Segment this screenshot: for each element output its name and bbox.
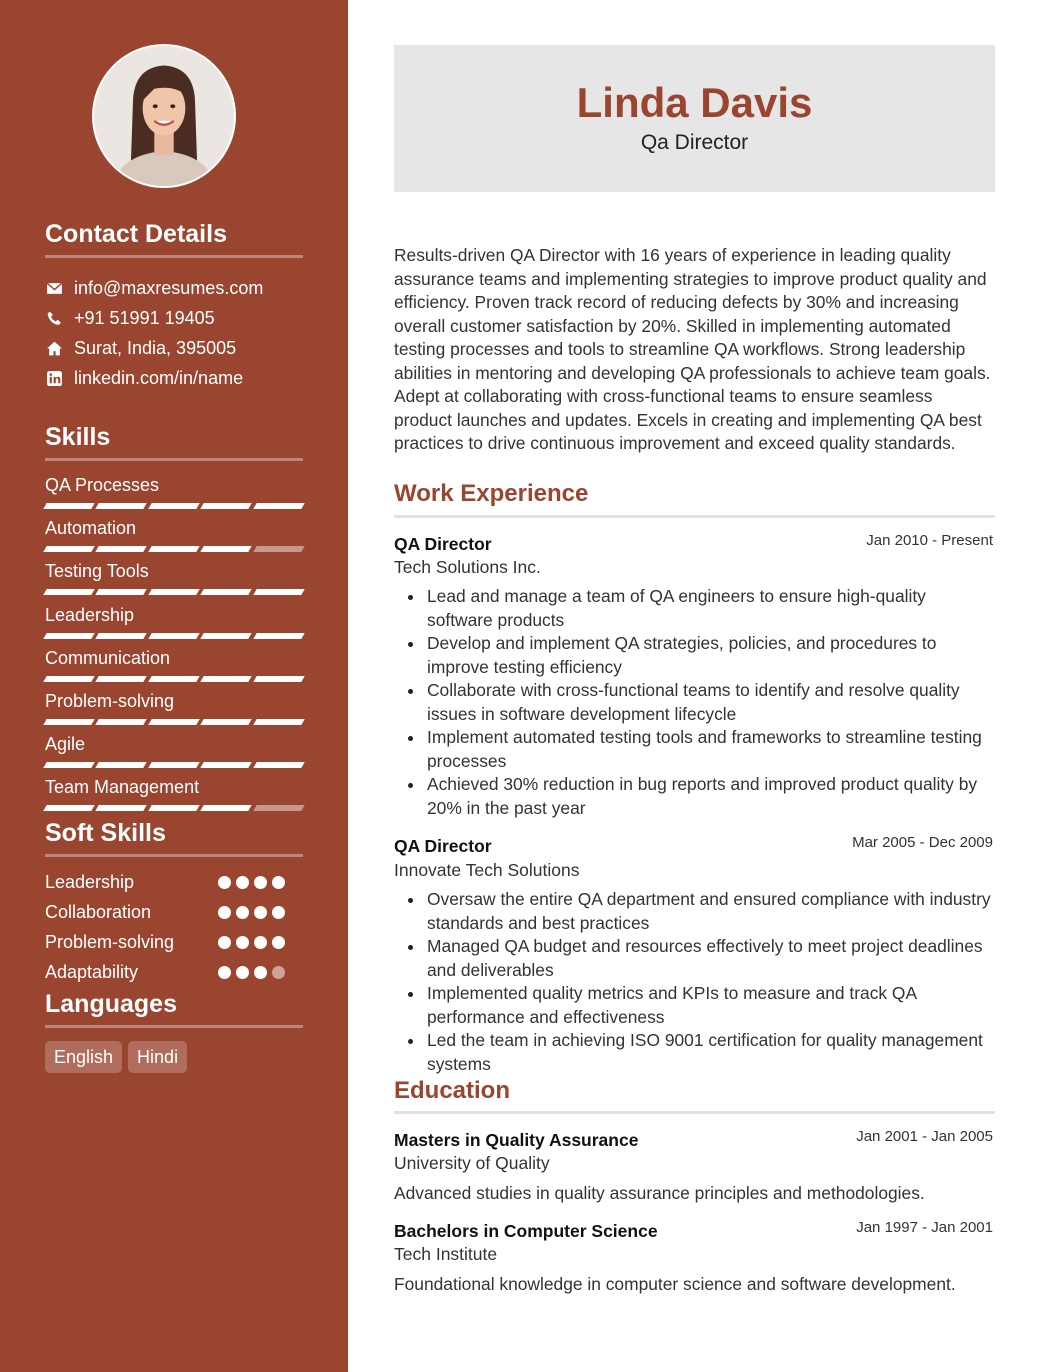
- job-date: Mar 2005 - Dec 2009: [852, 834, 993, 851]
- skill-level-segment: [43, 762, 95, 768]
- skill-level-segment: [200, 676, 252, 682]
- skills-title: Skills: [45, 423, 111, 451]
- skill-level-segment: [96, 546, 148, 552]
- skill-level-segment: [96, 805, 148, 811]
- skill-level-bar: [45, 805, 303, 811]
- skill-item: [45, 474, 303, 509]
- skill-level-segment: [253, 546, 305, 552]
- soft-skills-divider: [45, 854, 303, 857]
- skill-name: Agile: [45, 734, 86, 755]
- rating-dot: [254, 876, 267, 889]
- skill-level-segment: [43, 633, 95, 639]
- language-tag: English: [45, 1041, 122, 1073]
- job-bullet: Implemented quality metrics and KPIs to measure and track QA performance and effectiveness: [394, 982, 995, 1029]
- contact-email-text: info@maxresumes.com: [74, 277, 264, 298]
- skill-level-segment: [200, 719, 252, 725]
- skill-level-segment: [96, 719, 148, 725]
- job-bullet: Collaborate with cross-functional teams to identify and resolve quality issues in software development lifecycle: [394, 679, 995, 726]
- rating-dot: [272, 936, 285, 949]
- skill-level-bar: [45, 762, 303, 768]
- soft-skill-rating: [218, 876, 285, 889]
- job-date: Jan 2010 - Present: [866, 532, 993, 549]
- degree-date: Jan 2001 - Jan 2005: [856, 1128, 993, 1145]
- skill-level-segment: [96, 762, 148, 768]
- soft-skill-item: [45, 931, 285, 955]
- degree-description: Advanced studies in quality assurance principles and methodologies.: [394, 1183, 925, 1203]
- skill-level-segment: [253, 589, 305, 595]
- language-tag: Hindi: [128, 1041, 187, 1073]
- skill-level-segment: [96, 503, 148, 509]
- skill-level-segment: [200, 503, 252, 509]
- job-bullet: Oversaw the entire QA department and ensured compliance with industry standards and best practices: [394, 888, 995, 935]
- job-bullet: Implement automated testing tools and frameworks to streamline testing processes: [394, 726, 995, 773]
- skill-level-segment: [200, 805, 252, 811]
- skill-name: Communication: [45, 647, 171, 668]
- rating-dot: [272, 876, 285, 889]
- skill-level-segment: [148, 633, 200, 639]
- home-icon: [45, 339, 63, 357]
- skill-level-segment: [253, 805, 305, 811]
- skill-name: Automation: [45, 518, 137, 539]
- skill-name: Problem-solving: [45, 691, 175, 711]
- skill-level-segment: [200, 762, 252, 768]
- languages-divider: [45, 1025, 303, 1028]
- rating-dot: [272, 906, 285, 919]
- school-name: University of Quality: [394, 1153, 550, 1173]
- rating-dot: [218, 906, 231, 919]
- skill-level-bar: [45, 719, 303, 725]
- candidate-name: Linda Davis: [576, 79, 813, 126]
- contact-address: [45, 336, 236, 360]
- skill-name: QA Processes: [45, 475, 160, 495]
- experience-title: Work Experience: [394, 480, 589, 507]
- job-bullet: Achieved 30% reduction in bug reports and improved product quality by 20% in the past year: [394, 773, 995, 820]
- job-bullets: [394, 585, 995, 820]
- linkedin-icon: [45, 369, 63, 387]
- degree-title: Bachelors in Computer Science: [394, 1221, 658, 1241]
- soft-skill-item: [45, 900, 285, 924]
- skill-item: [45, 733, 303, 768]
- contact-title: Contact Details: [45, 220, 227, 248]
- contact-address-text: Surat, India, 395005: [74, 337, 237, 358]
- rating-dot: [254, 936, 267, 949]
- skill-level-segment: [253, 503, 305, 509]
- contact-email[interactable]: [45, 276, 263, 300]
- job-company: Tech Solutions Inc.: [394, 557, 541, 577]
- resume-header: [394, 45, 995, 192]
- skills-divider: [45, 458, 303, 461]
- contact-linkedin[interactable]: [45, 366, 243, 390]
- contact-phone[interactable]: [45, 306, 215, 330]
- soft-skill-name: Collaboration: [45, 901, 152, 922]
- languages-list: [45, 1041, 187, 1073]
- skill-level-segment: [43, 546, 95, 552]
- job-bullet: Managed QA budget and resources effectively to meet project deadlines and deliverables: [394, 935, 995, 982]
- job-company: Innovate Tech Solutions: [394, 860, 580, 880]
- summary-text: Results-driven QA Director with 16 years of experience in leading quality assurance teams and implementing strategies to improve product quality and efficiency. Proven track record of reducing defects by 30% and increasing overall customer satisfaction by 20%. Skilled in implementing automated testing processes and tools to streamline QA workflows. Strong leadership abilities in mentoring and developing QA professionals to achieve team goals. Adept at collaborating with cross-functional teams to ensure seamless product launches and updates. Excels in creating and implementing QA best practices to drive continuous improvement and exceed quality standards.: [394, 245, 991, 453]
- skill-level-segment: [253, 719, 305, 725]
- contact-phone-text: +91 51991 19405: [74, 307, 215, 328]
- soft-skill-rating: [218, 906, 285, 919]
- soft-skill-name: Leadership: [45, 871, 135, 892]
- rating-dot: [236, 876, 249, 889]
- candidate-role: Qa Director: [640, 131, 749, 154]
- rating-dot: [218, 966, 231, 979]
- soft-skill-item: [45, 961, 285, 985]
- soft-skill-name: Problem-solving: [45, 932, 175, 953]
- degree-title: Masters in Quality Assurance: [394, 1130, 639, 1150]
- rating-dot: [272, 966, 285, 979]
- skill-level-segment: [148, 762, 200, 768]
- skill-name: Leadership: [45, 604, 135, 625]
- education-divider: [394, 1111, 995, 1114]
- profile-photo: [94, 46, 234, 186]
- soft-skill-rating: [218, 966, 285, 979]
- skill-level-segment: [253, 676, 305, 682]
- job-bullets: [394, 888, 995, 1076]
- rating-dot: [254, 966, 267, 979]
- skill-item: [45, 690, 303, 725]
- skill-level-segment: [148, 805, 200, 811]
- job-bullet: Led the team in achieving ISO 9001 certification for quality management systems: [394, 1029, 995, 1076]
- skill-level-segment: [43, 589, 95, 595]
- skill-level-segment: [200, 633, 252, 639]
- job-bullet: Develop and implement QA strategies, policies, and procedures to improve testing efficiency: [394, 632, 995, 679]
- skill-level-segment: [200, 546, 252, 552]
- job-bullet: Lead and manage a team of QA engineers to ensure high-quality software products: [394, 585, 995, 632]
- soft-skill-name: Adaptability: [45, 962, 139, 983]
- skill-item: [45, 604, 303, 639]
- skill-item: [45, 776, 303, 811]
- skill-item: [45, 560, 303, 595]
- skill-item: [45, 517, 303, 552]
- rating-dot: [218, 936, 231, 949]
- envelope-icon: [45, 279, 63, 297]
- skill-level-bar: [45, 503, 303, 509]
- skill-name: Team Management: [45, 777, 200, 798]
- experience-divider: [394, 515, 995, 518]
- skill-level-segment: [43, 805, 95, 811]
- soft-skills-title: Soft Skills: [45, 819, 166, 847]
- skill-level-bar: [45, 676, 303, 682]
- skill-level-segment: [43, 719, 95, 725]
- skill-level-segment: [253, 762, 305, 768]
- skill-level-segment: [43, 676, 95, 682]
- skill-level-bar: [45, 546, 303, 552]
- rating-dot: [236, 936, 249, 949]
- degree-date: Jan 1997 - Jan 2001: [856, 1219, 993, 1236]
- skill-level-segment: [96, 676, 148, 682]
- skill-level-segment: [200, 589, 252, 595]
- phone-icon: [45, 309, 63, 327]
- skill-level-segment: [148, 589, 200, 595]
- avatar: [92, 44, 236, 188]
- skill-level-segment: [96, 633, 148, 639]
- skill-level-segment: [96, 589, 148, 595]
- skill-level-segment: [148, 719, 200, 725]
- rating-dot: [236, 966, 249, 979]
- skill-level-bar: [45, 589, 303, 595]
- soft-skill-rating: [218, 936, 285, 949]
- skill-level-segment: [148, 503, 200, 509]
- contact-linkedin-text: linkedin.com/in/name: [74, 367, 244, 388]
- sidebar: [0, 0, 348, 1372]
- skill-name: Testing Tools: [45, 561, 149, 582]
- job-title: QA Director: [394, 836, 492, 856]
- soft-skill-item: [45, 870, 285, 894]
- education-title: Education: [394, 1077, 511, 1104]
- skill-level-segment: [253, 633, 305, 639]
- skill-item: [45, 647, 303, 682]
- degree-description: Foundational knowledge in computer science and software development.: [394, 1274, 956, 1294]
- job-title: QA Director: [394, 534, 492, 554]
- skill-level-segment: [148, 676, 200, 682]
- skill-level-bar: [45, 633, 303, 639]
- languages-title: Languages: [45, 990, 177, 1018]
- skill-level-segment: [148, 546, 200, 552]
- skill-level-segment: [43, 503, 95, 509]
- school-name: Tech Institute: [394, 1244, 498, 1264]
- rating-dot: [218, 876, 231, 889]
- rating-dot: [236, 906, 249, 919]
- rating-dot: [254, 906, 267, 919]
- contact-divider: [45, 255, 303, 258]
